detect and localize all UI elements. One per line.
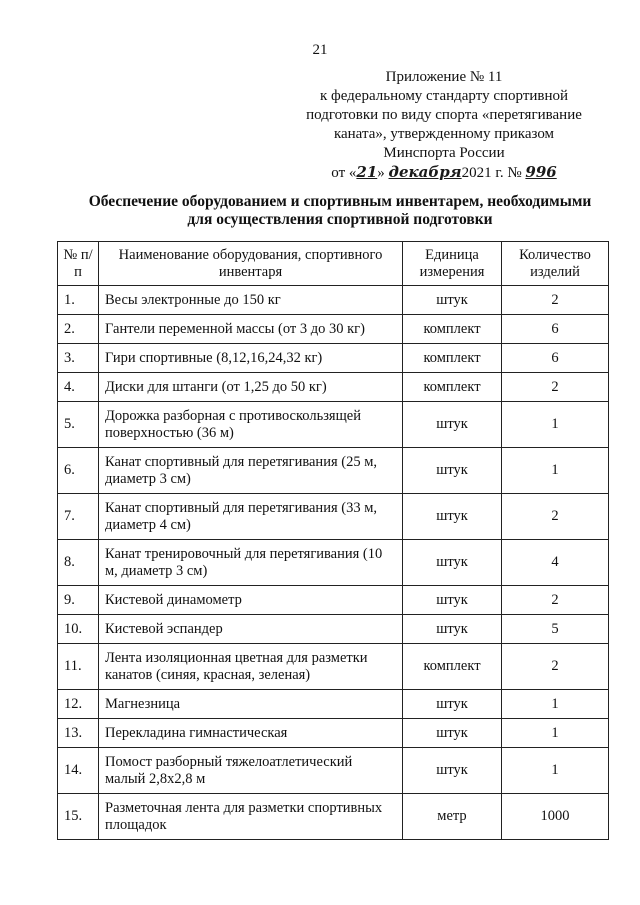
- table-row: [58, 615, 609, 644]
- cell-qty: 4: [502, 540, 609, 586]
- table-row: [58, 494, 609, 540]
- cell-num: 4.: [58, 373, 99, 402]
- cell-num: 1.: [58, 286, 99, 315]
- table-row: [58, 719, 609, 748]
- cell-unit: комплект: [403, 644, 502, 690]
- heading-line-2: для осуществления спортивной подготовки: [187, 211, 493, 228]
- cell-qty: 5: [502, 615, 609, 644]
- cell-unit: комплект: [403, 344, 502, 373]
- cell-unit: штук: [403, 719, 502, 748]
- table-row: [58, 748, 609, 794]
- cell-unit: штук: [403, 286, 502, 315]
- date-day: 21: [356, 163, 378, 181]
- table-row: [58, 586, 609, 615]
- cell-name: Канат спортивный для перетягивания (33 м, диаметр 4 см): [99, 494, 403, 540]
- appendix-line: к федеральному стандарту спортивной: [319, 88, 569, 104]
- cell-name: Канат спортивный для перетягивания (25 м, диаметр 3 см): [99, 448, 403, 494]
- cell-unit: штук: [403, 494, 502, 540]
- cell-num: 10.: [58, 615, 99, 644]
- cell-qty: 6: [502, 315, 609, 344]
- table-row: [58, 644, 609, 690]
- order-number: 996: [525, 163, 557, 181]
- cell-unit: метр: [403, 794, 502, 840]
- cell-qty: 2: [502, 586, 609, 615]
- cell-unit: штук: [403, 586, 502, 615]
- cell-qty: 1: [502, 748, 609, 794]
- table-row: [58, 286, 609, 315]
- cell-qty: 1000: [502, 794, 609, 840]
- table-row: [58, 373, 609, 402]
- cell-num: 3.: [58, 344, 99, 373]
- cell-unit: штук: [403, 615, 502, 644]
- appendix-line: подготовки по виду спорта «перетягивание: [306, 107, 582, 123]
- cell-unit: комплект: [403, 373, 502, 402]
- cell-name: Гири спортивные (8,12,16,24,32 кг): [99, 344, 403, 373]
- cell-num: 15.: [58, 794, 99, 840]
- cell-num: 8.: [58, 540, 99, 586]
- cell-num: 2.: [58, 315, 99, 344]
- cell-name: Помост разборный тяжелоатлетический малый 2,8х2,8 м: [99, 748, 403, 794]
- cell-unit: штук: [403, 748, 502, 794]
- date-prefix: от «: [331, 165, 357, 181]
- date-month: декабря: [388, 163, 462, 181]
- cell-unit: штук: [403, 540, 502, 586]
- table-row: [58, 794, 609, 840]
- document-heading: [40, 193, 640, 229]
- cell-name: Разметочная лента для разметки спортивных площадок: [99, 794, 403, 840]
- header-qty: Количество изделий: [502, 242, 609, 286]
- cell-num: 12.: [58, 690, 99, 719]
- cell-qty: 1: [502, 690, 609, 719]
- table-row: [58, 344, 609, 373]
- cell-name: Весы электронные до 150 кг: [99, 286, 403, 315]
- cell-name: Гантели переменной массы (от 3 до 30 кг): [99, 315, 403, 344]
- cell-name: Канат тренировочный для перетягивания (10 м, диаметр 3 см): [99, 540, 403, 586]
- cell-name: Кистевой эспандер: [99, 615, 403, 644]
- cell-qty: 1: [502, 719, 609, 748]
- cell-qty: 6: [502, 344, 609, 373]
- cell-num: 6.: [58, 448, 99, 494]
- appendix-block: [284, 68, 604, 183]
- cell-name: Лента изоляционная цветная для разметки канатов (синяя, красная, зеленая): [99, 644, 403, 690]
- date-mid: »: [377, 165, 389, 181]
- date-year: 2021 г. №: [461, 165, 526, 181]
- cell-qty: 2: [502, 644, 609, 690]
- cell-name: Магнезница: [99, 690, 403, 719]
- header-name: Наименование оборудования, спортивного инвентаря: [99, 242, 403, 286]
- appendix-title: Приложение № 11: [385, 69, 503, 85]
- cell-num: 11.: [58, 644, 99, 690]
- table-row: [58, 402, 609, 448]
- page-number: 21: [312, 42, 328, 58]
- order-date-line: [284, 163, 604, 183]
- header-num: № п/п: [58, 242, 99, 286]
- appendix-line: каната», утвержденному приказом: [333, 126, 555, 142]
- table-row: [58, 690, 609, 719]
- cell-num: 7.: [58, 494, 99, 540]
- appendix-line: Минспорта России: [383, 145, 505, 161]
- table-row: [58, 315, 609, 344]
- cell-name: Диски для штанги (от 1,25 до 50 кг): [99, 373, 403, 402]
- table-header-row: [58, 242, 609, 286]
- cell-qty: 2: [502, 286, 609, 315]
- cell-qty: 1: [502, 402, 609, 448]
- cell-name: Перекладина гимнастическая: [99, 719, 403, 748]
- cell-num: 9.: [58, 586, 99, 615]
- header-unit: Единица измерения: [403, 242, 502, 286]
- cell-unit: штук: [403, 402, 502, 448]
- cell-qty: 2: [502, 494, 609, 540]
- table-body: [58, 286, 609, 840]
- cell-num: 13.: [58, 719, 99, 748]
- equipment-table: [57, 241, 609, 840]
- cell-name: Кистевой динамометр: [99, 586, 403, 615]
- cell-unit: штук: [403, 448, 502, 494]
- table-row: [58, 448, 609, 494]
- cell-unit: комплект: [403, 315, 502, 344]
- cell-qty: 1: [502, 448, 609, 494]
- cell-name: Дорожка разборная с противоскользящей поверхностью (36 м): [99, 402, 403, 448]
- cell-unit: штук: [403, 690, 502, 719]
- cell-num: 5.: [58, 402, 99, 448]
- cell-num: 14.: [58, 748, 99, 794]
- heading-line-1: Обеспечение оборудованием и спортивным инвентарем, необходимыми: [88, 193, 592, 210]
- table-row: [58, 540, 609, 586]
- cell-qty: 2: [502, 373, 609, 402]
